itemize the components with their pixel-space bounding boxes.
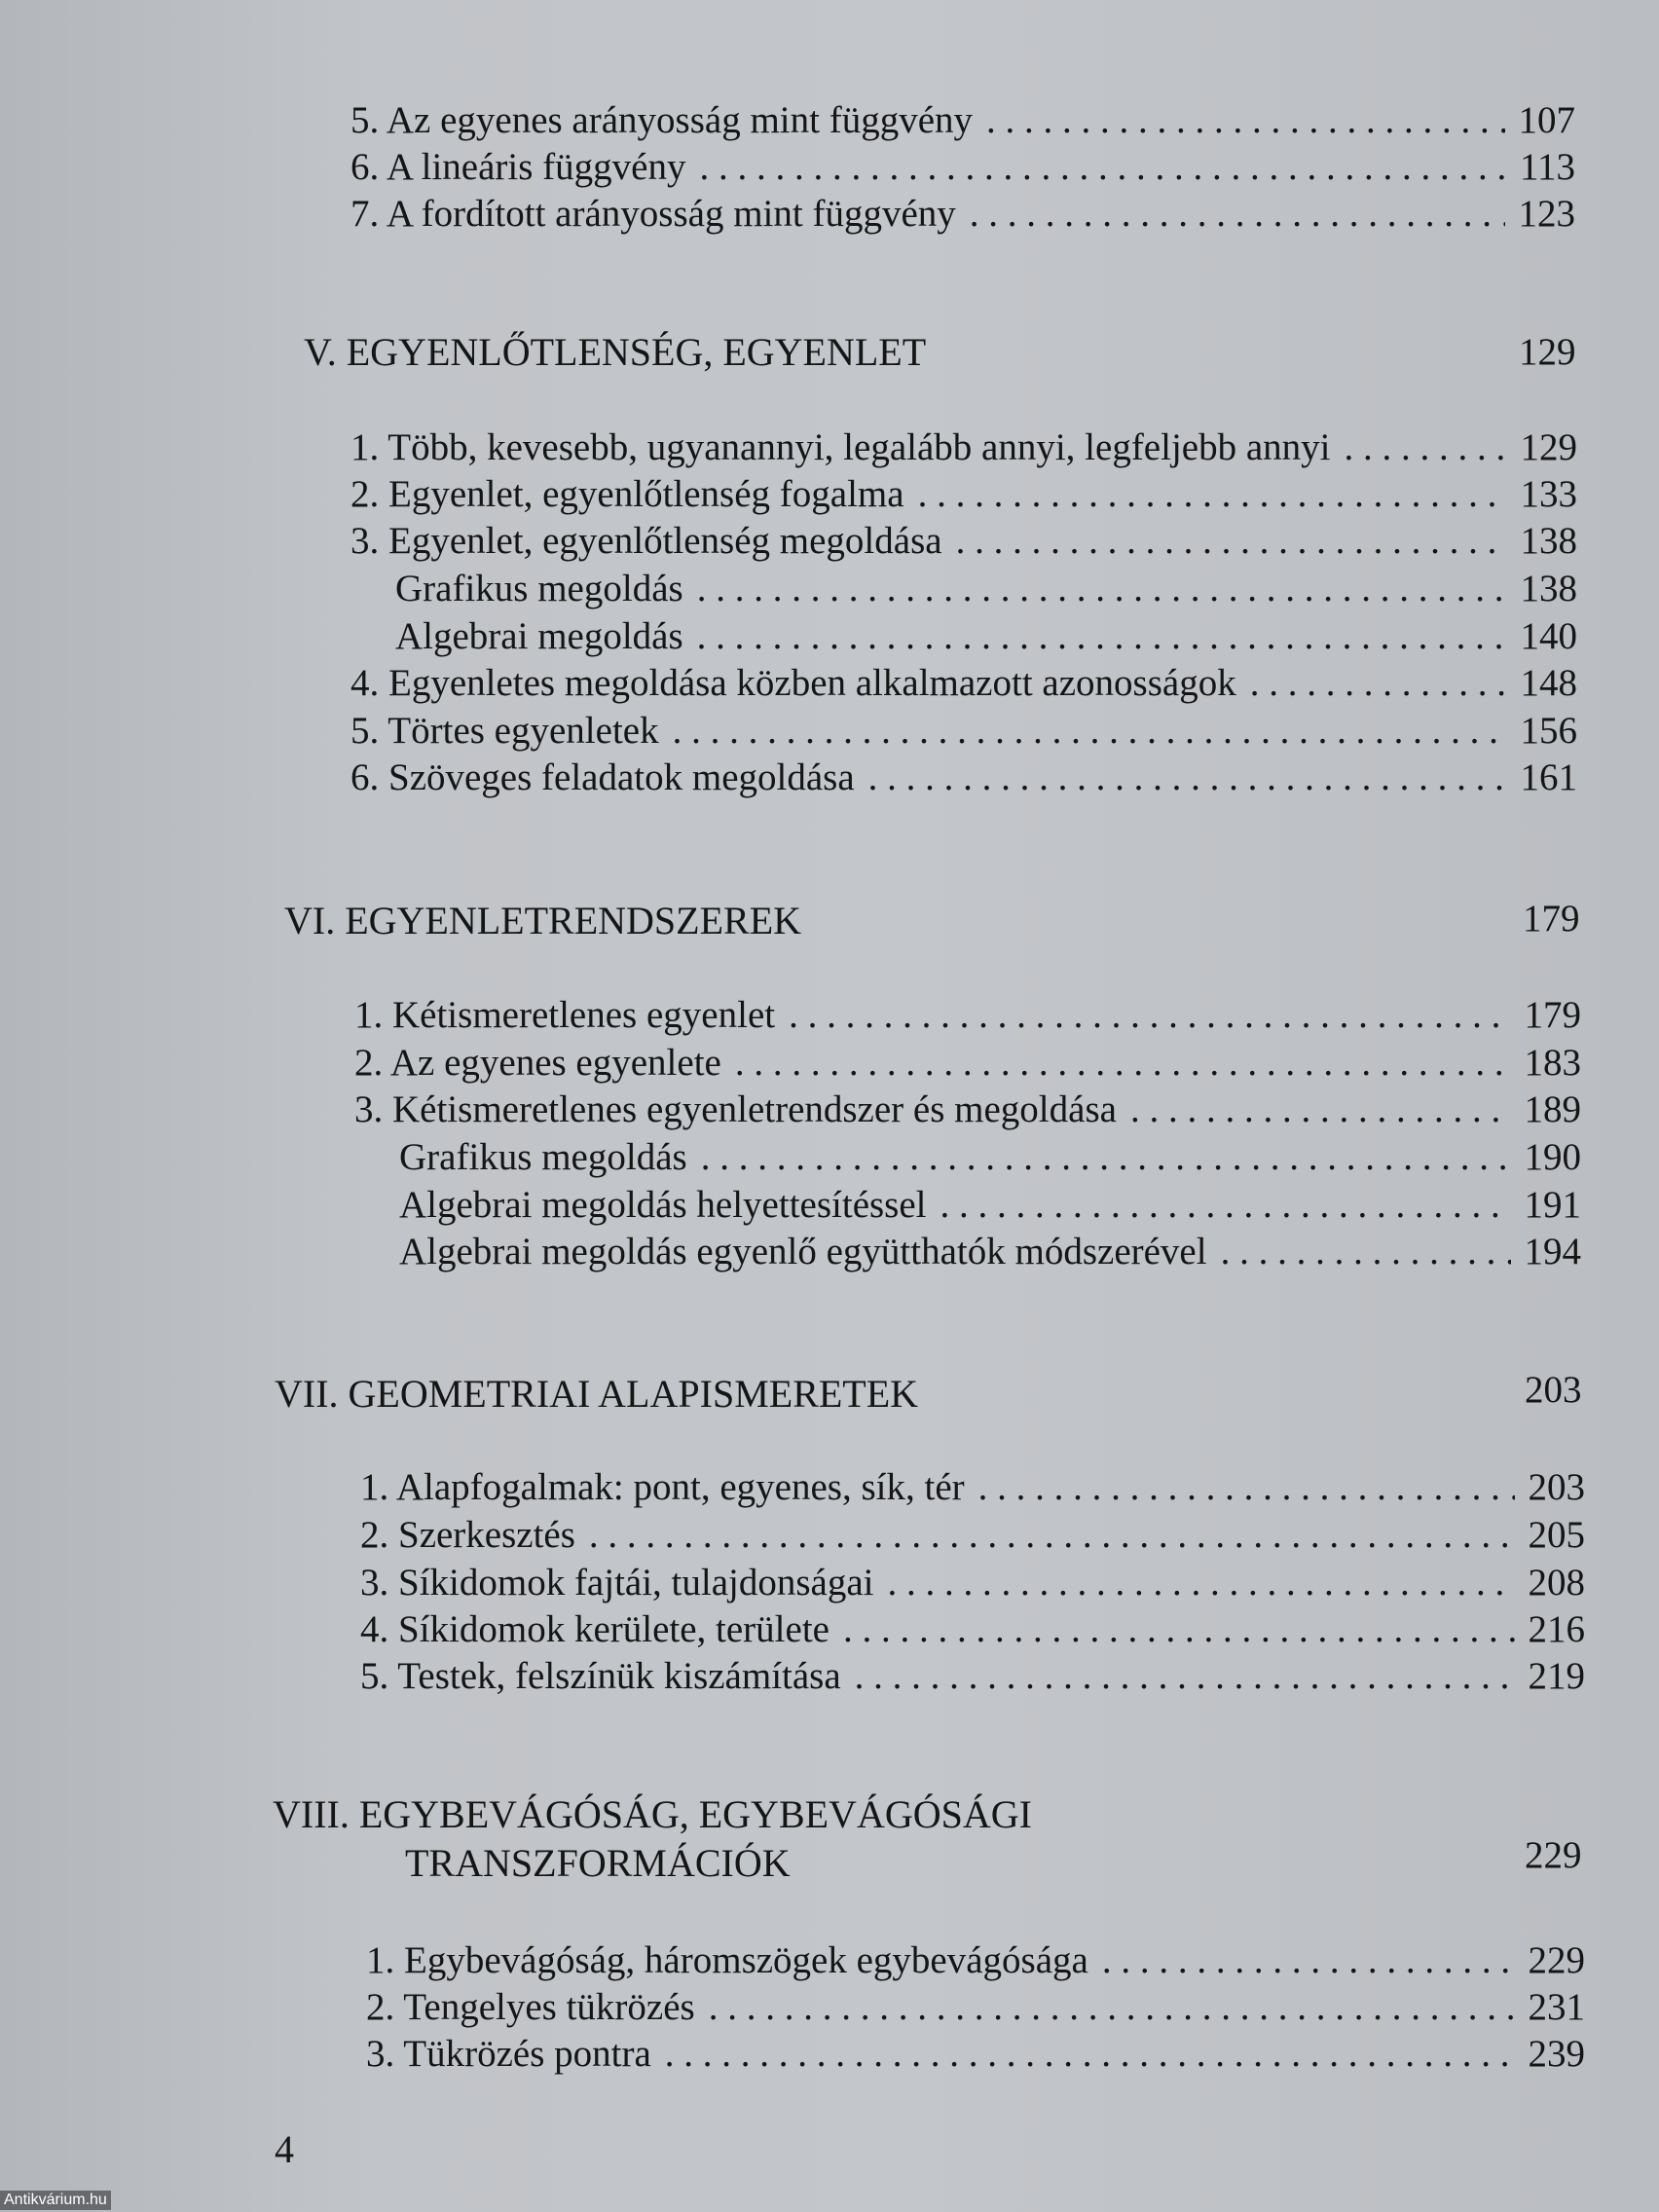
toc-entry-page: 219 bbox=[1528, 1655, 1585, 1697]
leader-dots bbox=[1250, 660, 1507, 707]
chapter-heading: V. EGYENLŐTLENSÉG, EGYENLET bbox=[304, 330, 927, 374]
chapter-heading: VI. EGYENLETRENDSZEREK bbox=[284, 899, 802, 942]
leader-dots bbox=[701, 1134, 1511, 1181]
toc-entry-title: 2. Szerkesztés bbox=[360, 1514, 575, 1556]
leader-dots bbox=[888, 1560, 1515, 1606]
toc-entry-page: 148 bbox=[1520, 662, 1577, 704]
toc-entry bbox=[350, 708, 1577, 755]
toc-entry-page: 183 bbox=[1524, 1042, 1581, 1084]
toc-entry bbox=[360, 1606, 1585, 1653]
leader-dots bbox=[1345, 424, 1507, 471]
chapter-page: 229 bbox=[1525, 1834, 1582, 1876]
toc-entry-title: Algebrai megoldás bbox=[395, 615, 683, 657]
leader-dots bbox=[970, 191, 1505, 238]
leader-dots bbox=[918, 471, 1507, 518]
leader-dots bbox=[855, 1653, 1515, 1700]
toc-subentry bbox=[395, 613, 1577, 660]
leader-dots bbox=[940, 1182, 1511, 1229]
toc-entry bbox=[350, 471, 1577, 518]
toc-entry-title: 7. A fordított arányosság mint függvény bbox=[350, 193, 956, 235]
toc-entry bbox=[366, 2031, 1585, 2078]
toc-entry-title: 6. Szöveges feladatok megoldása bbox=[350, 756, 855, 798]
watermark: Antikvárium.hu bbox=[0, 2191, 111, 2210]
toc-entry-page: 203 bbox=[1528, 1466, 1585, 1508]
leader-dots bbox=[1130, 1087, 1511, 1133]
toc-entry-title: 6. A lineáris függvény bbox=[350, 146, 686, 188]
toc-entry bbox=[360, 1653, 1585, 1700]
chapter-page: 129 bbox=[1519, 331, 1576, 373]
chapter-heading: VII. GEOMETRIAI ALAPISMERETEK bbox=[275, 1372, 919, 1416]
leader-dots bbox=[986, 97, 1504, 144]
leader-dots bbox=[1102, 1937, 1515, 1984]
leader-dots bbox=[697, 613, 1507, 660]
toc-entry-page: 216 bbox=[1528, 1608, 1585, 1650]
toc-entry-page: 189 bbox=[1524, 1088, 1581, 1130]
toc-entry bbox=[350, 518, 1577, 565]
leader-dots bbox=[589, 1512, 1515, 1559]
toc-entry bbox=[350, 660, 1577, 707]
toc-entry bbox=[350, 424, 1577, 471]
toc-entry-page: 231 bbox=[1528, 1986, 1585, 2028]
toc-entry-page: 140 bbox=[1520, 615, 1577, 657]
toc-subentry bbox=[399, 1182, 1581, 1229]
toc-entry-title: Algebrai megoldás egyenlő együtthatók módszerével bbox=[399, 1231, 1207, 1272]
chapter-page: 203 bbox=[1525, 1369, 1582, 1411]
toc-entry bbox=[360, 1464, 1585, 1511]
toc-entry-title: 3. Síkidomok fajtái, tulajdonságai bbox=[360, 1562, 874, 1604]
toc-entry bbox=[366, 1984, 1585, 2031]
page-number: 4 bbox=[275, 2127, 294, 2171]
toc-entry-title: 3. Tükrözés pontra bbox=[366, 2033, 651, 2075]
leader-dots bbox=[735, 1040, 1511, 1087]
toc-entry-page: 239 bbox=[1528, 2033, 1585, 2075]
toc-entry-page: 113 bbox=[1519, 146, 1575, 188]
toc-entry-title: 5. Testek, felszínük kiszámítása bbox=[360, 1655, 841, 1697]
toc-entry-page: 194 bbox=[1524, 1231, 1581, 1272]
toc-entry-page: 133 bbox=[1520, 473, 1577, 515]
toc-entry-title: 2. Egyenlet, egyenlőtlenség fogalma bbox=[350, 473, 904, 515]
toc-entry bbox=[354, 992, 1581, 1039]
leader-dots bbox=[956, 518, 1507, 565]
toc-entry-title: 1. Több, kevesebb, ugyanannyi, legalább annyi, legfeljebb annyi bbox=[350, 426, 1331, 468]
leader-dots bbox=[789, 992, 1510, 1039]
toc-entry-page: 138 bbox=[1520, 568, 1577, 609]
toc-entry bbox=[350, 144, 1575, 191]
leader-dots bbox=[697, 566, 1507, 612]
leader-dots bbox=[665, 2031, 1515, 2078]
toc-entry-page: 229 bbox=[1528, 1939, 1585, 1981]
toc-entry-title: 1. Alapfogalmak: pont, egyenes, sík, tér bbox=[360, 1466, 965, 1508]
toc-entry-page: 138 bbox=[1520, 520, 1577, 562]
toc-entry-title: 3. Kétismeretlenes egyenletrendszer és megoldása bbox=[354, 1088, 1117, 1130]
toc-entry-page: 156 bbox=[1520, 710, 1577, 752]
toc-entry-title: 2. Tengelyes tükrözés bbox=[366, 1986, 695, 2028]
leader-dots bbox=[1221, 1229, 1511, 1275]
leader-dots bbox=[699, 144, 1505, 191]
toc-entry-title: 4. Egyenletes megoldása közben alkalmazott azonosságok bbox=[350, 662, 1236, 704]
toc-entry bbox=[360, 1560, 1585, 1606]
toc-entry-page: 208 bbox=[1528, 1562, 1585, 1604]
toc-entry-title: 1. Kétismeretlenes egyenlet bbox=[354, 994, 776, 1036]
toc-entry bbox=[350, 755, 1577, 801]
leader-dots bbox=[709, 1984, 1515, 2031]
toc-entry-page: 205 bbox=[1528, 1514, 1585, 1556]
chapter-heading-line2: TRANSZFORMÁCIÓK bbox=[405, 1841, 791, 1885]
toc-entry-title: Algebrai megoldás helyettesítéssel bbox=[399, 1184, 927, 1226]
toc-entry-title: Grafikus megoldás bbox=[395, 568, 683, 609]
toc-subentry bbox=[399, 1134, 1581, 1181]
toc-entry bbox=[350, 97, 1575, 144]
toc-entry-title: 2. Az egyenes egyenlete bbox=[354, 1042, 721, 1084]
toc-entry-page: 190 bbox=[1524, 1136, 1581, 1178]
toc-entry-title: Grafikus megoldás bbox=[399, 1136, 687, 1178]
leader-dots bbox=[843, 1606, 1515, 1653]
chapter-heading-line1: VIII. EGYBEVÁGÓSÁG, EGYBEVÁGÓSÁGI bbox=[273, 1792, 1032, 1836]
toc-entry-title: 1. Egybevágóság, háromszögek egybevágósága bbox=[366, 1939, 1088, 1981]
toc-entry bbox=[350, 191, 1575, 238]
toc-entry bbox=[354, 1087, 1581, 1133]
toc-entry-title: 4. Síkidomok kerülete, területe bbox=[360, 1608, 830, 1650]
toc-entry bbox=[354, 1040, 1581, 1087]
toc-entry bbox=[360, 1512, 1585, 1559]
toc-subentry bbox=[399, 1229, 1581, 1275]
toc-entry-page: 107 bbox=[1518, 99, 1575, 141]
toc-entry-title: 3. Egyenlet, egyenlőtlenség megoldása bbox=[350, 520, 942, 562]
leader-dots bbox=[673, 708, 1507, 755]
leader-dots bbox=[978, 1464, 1515, 1511]
toc-entry-page: 161 bbox=[1520, 756, 1577, 798]
toc-entry-page: 191 bbox=[1524, 1184, 1581, 1226]
toc-entry-page: 179 bbox=[1524, 994, 1581, 1036]
toc-subentry bbox=[395, 566, 1577, 612]
chapter-page: 179 bbox=[1523, 898, 1580, 940]
toc-entry bbox=[366, 1937, 1585, 1984]
toc-entry-page: 129 bbox=[1520, 426, 1577, 468]
toc-entry-title: 5. Az egyenes arányosság mint függvény bbox=[350, 99, 974, 141]
toc-entry-page: 123 bbox=[1518, 193, 1575, 235]
leader-dots bbox=[868, 755, 1507, 801]
toc-entry-title: 5. Törtes egyenletek bbox=[350, 710, 659, 752]
